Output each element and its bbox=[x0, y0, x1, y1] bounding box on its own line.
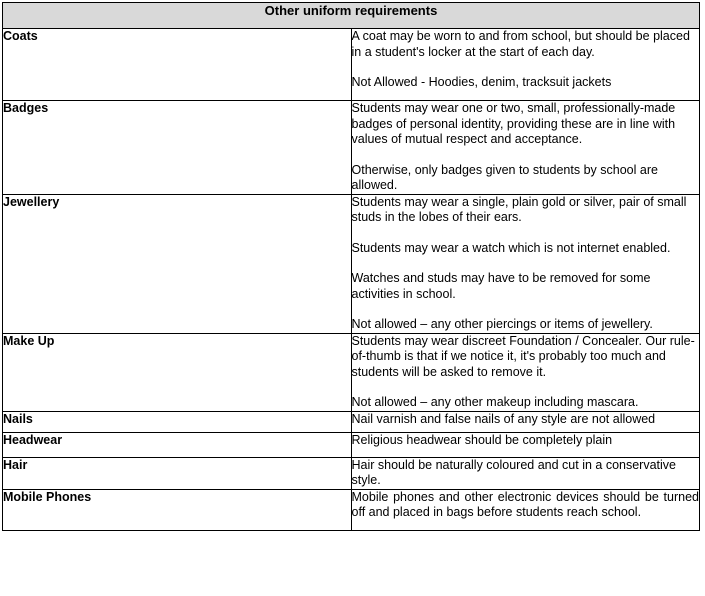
other-uniform-requirements-table bbox=[2, 2, 700, 531]
table-row bbox=[3, 457, 700, 489]
row-label-nails: Nails bbox=[3, 411, 352, 432]
row-label-jewellery: Jewellery bbox=[3, 194, 352, 333]
table-row bbox=[3, 29, 700, 101]
paragraph: Students may wear a watch which is not internet enabled. bbox=[351, 240, 671, 255]
row-content-headwear bbox=[351, 432, 700, 457]
row-content-badges bbox=[351, 101, 700, 195]
table-row bbox=[3, 194, 700, 333]
paragraph: Otherwise, only badges given to students by school are allowed. bbox=[351, 162, 658, 192]
row-content-jewellery bbox=[351, 194, 700, 333]
row-content-coats bbox=[351, 29, 700, 101]
paragraph: Students may wear discreet Foundation / Concealer. Our rule-of-thumb is that if we notice it, it's probably too much and students will be asked to remove it. bbox=[351, 333, 695, 379]
paragraph: Watches and studs may have to be removed for some activities in school. bbox=[351, 271, 651, 301]
paragraph: Nail varnish and false nails of any style are not allowed bbox=[351, 411, 656, 426]
table-row bbox=[3, 489, 700, 530]
row-label-headwear: Headwear bbox=[3, 432, 352, 457]
paragraph: Not allowed – any other piercings or items of jewellery. bbox=[351, 317, 653, 331]
paragraph: Students may wear one or two, small, professionally-made badges of personal identity, providing these are in line with values of mutual respect and acceptance. bbox=[351, 101, 676, 146]
paragraph: Hair should be naturally coloured and cut in a conservative style. bbox=[351, 457, 676, 487]
row-label-badges: Badges bbox=[3, 101, 352, 195]
row-label-coats: Coats bbox=[3, 29, 352, 101]
row-label-make-up: Make Up bbox=[3, 333, 352, 411]
paragraph: Students may wear a single, plain gold or silver, pair of small studs in the lobes of their ears. bbox=[351, 194, 687, 224]
row-content-make-up bbox=[351, 333, 700, 411]
table-title-header: Other uniform requirements bbox=[3, 3, 700, 29]
row-label-mobile-phones: Mobile Phones bbox=[3, 489, 352, 530]
table-row bbox=[3, 101, 700, 195]
table-row bbox=[3, 333, 700, 411]
paragraph: A coat may be worn to and from school, but should be placed in a student's locker at the start of each day. bbox=[351, 29, 690, 59]
row-label-hair: Hair bbox=[3, 457, 352, 489]
table-header-row bbox=[3, 3, 700, 29]
table-head bbox=[3, 3, 700, 29]
row-content-mobile-phones bbox=[351, 489, 700, 530]
table-row bbox=[3, 432, 700, 457]
paragraph: Not allowed – any other makeup including mascara. bbox=[351, 395, 639, 409]
paragraph: Religious headwear should be completely plain bbox=[351, 432, 613, 447]
paragraph: Mobile phones and other electronic devices should be turned off and placed in bags before students reach school. bbox=[351, 489, 699, 519]
table-row bbox=[3, 411, 700, 432]
row-content-nails bbox=[351, 411, 700, 432]
paragraph: Not Allowed - Hoodies, denim, tracksuit jackets bbox=[351, 75, 612, 89]
table-body bbox=[3, 29, 700, 531]
row-content-hair bbox=[351, 457, 700, 489]
